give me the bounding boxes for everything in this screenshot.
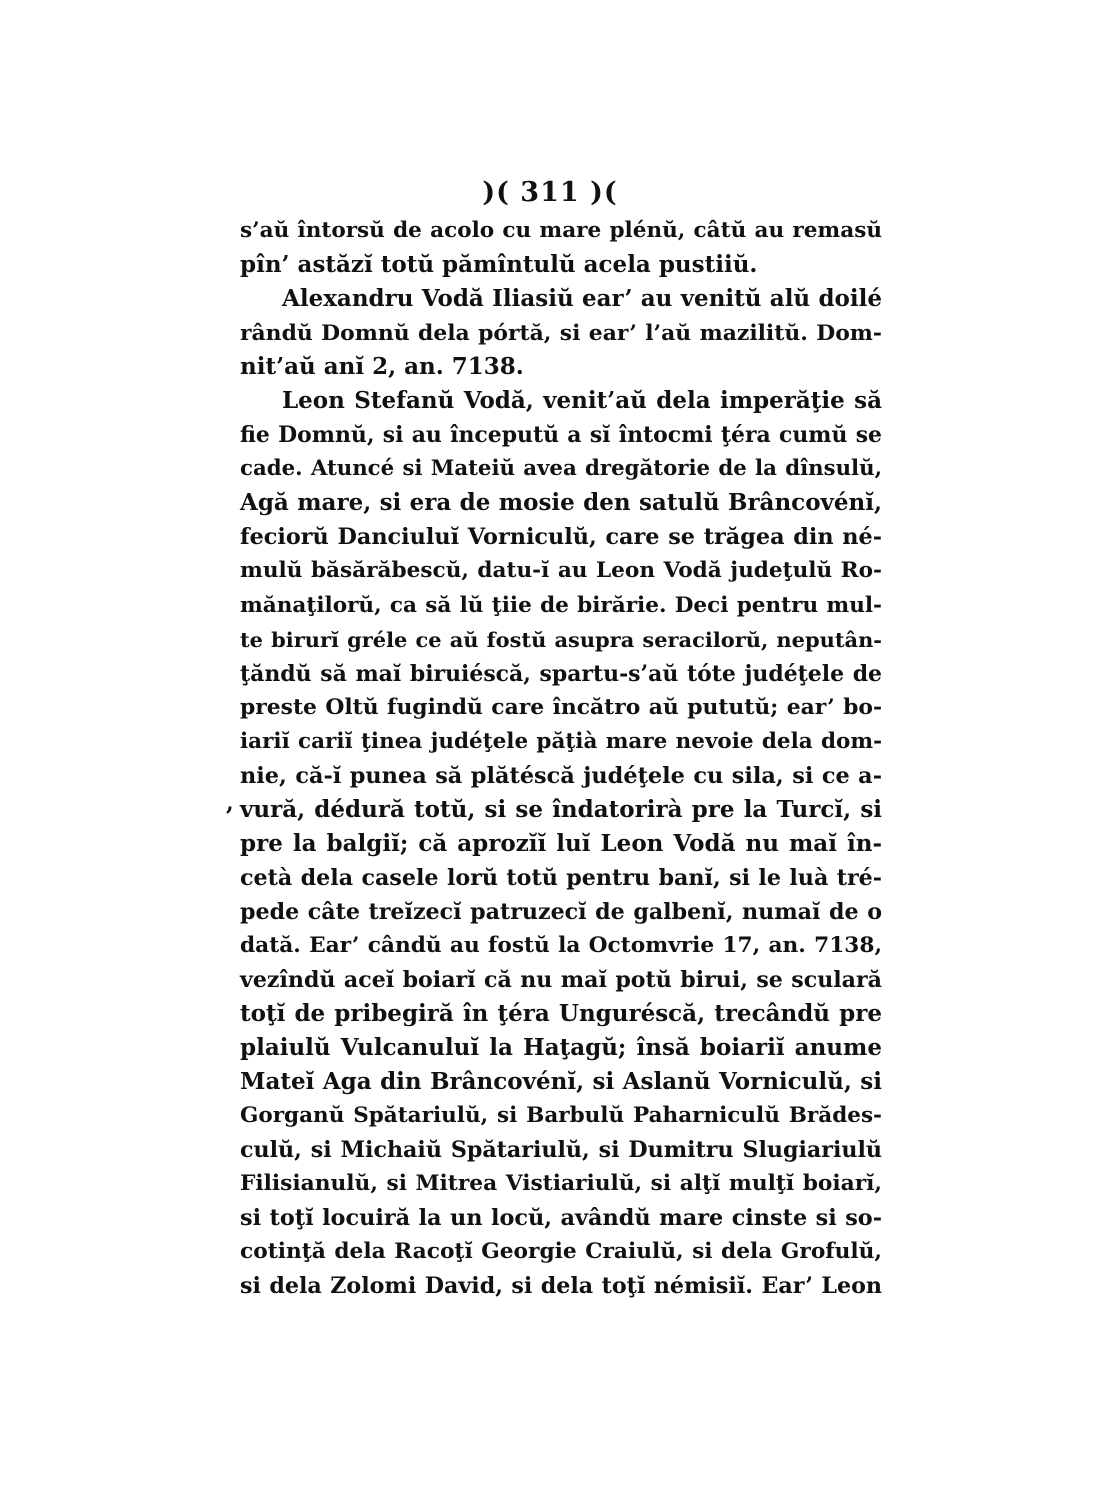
text-line: fie Domnŭ, si au începutŭ a sĭ întocmi ţéra cumŭ se	[240, 422, 882, 449]
text-line: Leon Stefanŭ Vodă, venit’aŭ dela imperăţie să	[282, 387, 882, 415]
text-line: culŭ, si Michaiŭ Spătariulŭ, si Dumitru Slugiariulŭ	[240, 1137, 882, 1164]
text-line: s’aŭ întorsŭ de acolo cu mare plénŭ, câtŭ au remasŭ	[240, 218, 882, 243]
text-line: mănaţilorŭ, ca să lŭ ţiie de birărie. Deci pentru mul-	[240, 592, 882, 618]
text-line: Gorganŭ Spătariulŭ, si Barbulŭ Paharniculŭ Brădes-	[240, 1103, 882, 1129]
text-line: cetà dela casele lorŭ totŭ pentru banĭ, si le luà tré-	[240, 864, 882, 891]
text-line: si dela Zolomi David, si dela toţĭ némisiĭ. Ear’ Leon	[240, 1273, 882, 1300]
stray-comma-mark: ,	[226, 790, 234, 816]
text-line: pre la balgiĭ; că aprozĭĭ luĭ Leon Vodă nu maĭ în-	[240, 829, 882, 857]
text-line: feciorŭ Danciuluĭ Vorniculŭ, care se trăgea din né-	[240, 524, 882, 551]
text-line: iariĭ cariĭ ţinea judéţele păţià mare nevoie dela dom-	[240, 728, 882, 754]
text-line: dată. Ear’ cândŭ au fostŭ la Octomvrie 17, an. 7138,	[240, 932, 882, 958]
text-line: Agă mare, si era de mosie den satulŭ Brâncovénĭ,	[240, 489, 882, 517]
text-line: vură, dédură totŭ, si se îndatorirà pre la Turcĭ, si	[240, 795, 882, 823]
text-line: nie, că-ĭ punea să plătéscă judéţele cu sila, si ce a-	[240, 762, 882, 789]
text-line: toţĭ de pribegiră în ţéra Ungurésсă, trecândŭ pre	[240, 1000, 882, 1028]
text-line: ţăndŭ să maĭ biruiéscă, spartu-s’aŭ tóte judéţele de	[240, 660, 882, 687]
text-line: preste Oltŭ fugindŭ care încătro aŭ pututŭ; ear’ bo-	[240, 694, 882, 720]
text-line: Filisianulŭ, si Mitrea Vistiariulŭ, si alţĭ mulţĭ boiarĭ,	[240, 1171, 882, 1197]
text-line: plaiulŭ Vulcanuluĭ la Haţagŭ; însă boiariĭ anume	[240, 1034, 882, 1062]
text-line: mulŭ băsărăbescŭ, datu-ĭ au Leon Vodă judeţulŭ Ro-	[240, 558, 882, 584]
text-line: Mateĭ Aga din Brâncovénĭ, si Aslanŭ Vorniculŭ, si	[240, 1068, 882, 1096]
text-line: si toţĭ locuiră la un locŭ, avândŭ mare cinste si so-	[240, 1205, 882, 1232]
text-line: Alexandru Vodă Iliasiŭ ear’ au venitŭ alŭ doilé	[282, 285, 882, 313]
body-text	[240, 214, 882, 1304]
text-line: cotinţă dela Racoţĭ Georgie Craiulŭ, si dela Grofulŭ,	[240, 1239, 882, 1265]
page-number: )( 311 )(	[482, 177, 618, 208]
text-line: vezîndŭ aceĭ boiarĭ că nu maĭ potŭ birui, se sculară	[240, 967, 882, 994]
text-line: cade. Atuncé si Mateiŭ avea dregătorie de la dînsulŭ,	[240, 456, 882, 482]
text-line: pede câte treĭzecĭ patruzecĭ de galbenĭ, numaĭ de o	[240, 898, 882, 925]
text-line: rândŭ Domnŭ dela pórtă, si ear’ l’aŭ mazilitŭ. Dom-	[240, 320, 882, 347]
text-line: pîn’ astăzĭ totŭ pămîntulŭ acela pustiiŭ.	[240, 251, 758, 279]
text-line: te birurĭ gréle ce aŭ fostŭ asupra seracilorŭ, neputân-	[240, 626, 882, 652]
text-line: nit’aŭ anĭ 2, an. 7138.	[240, 353, 524, 381]
